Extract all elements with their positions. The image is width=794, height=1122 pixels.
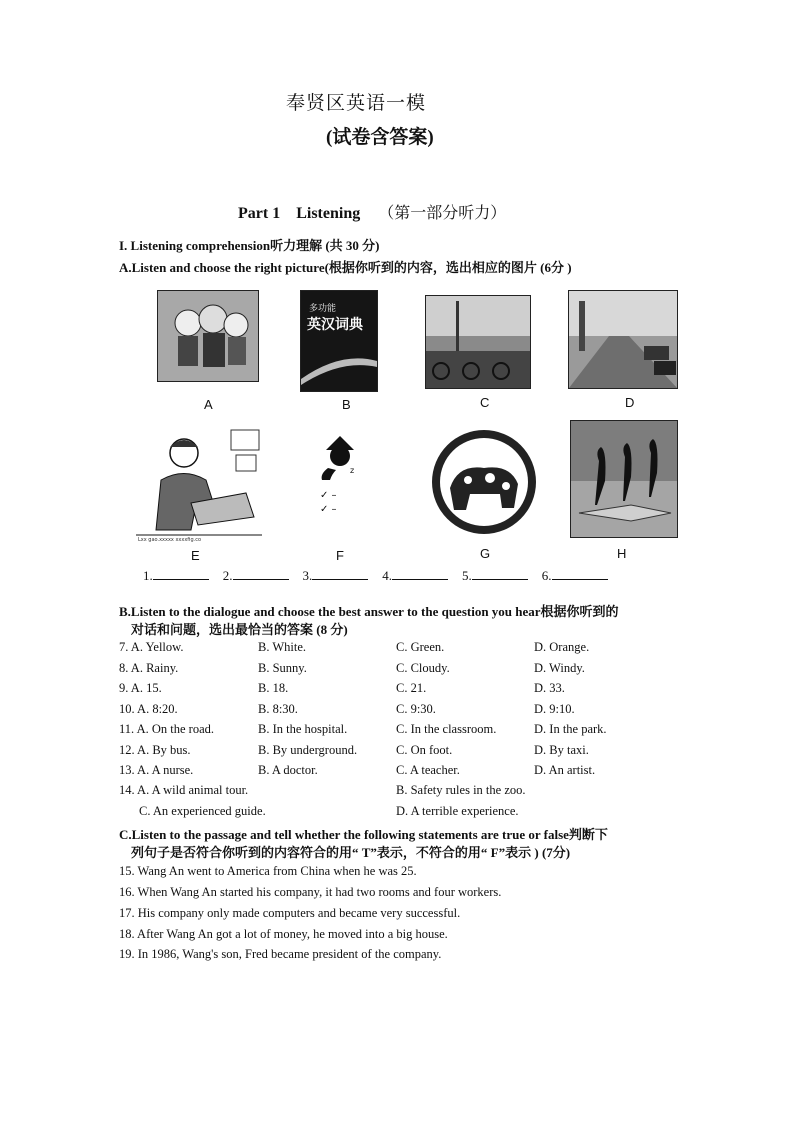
question-11-option-c[interactable]: C. In the classroom. <box>396 722 497 736</box>
picture-label-b: B <box>342 397 351 412</box>
question-13-option-c[interactable]: C. A teacher. <box>396 763 460 777</box>
question-12-option-c[interactable]: C. On foot. <box>396 742 453 757</box>
question-9-option-c[interactable]: C. 21. <box>396 681 427 695</box>
question-8-option-c[interactable]: C. Cloudy. <box>396 660 450 675</box>
question-10-option-b[interactable]: B. 8:30. <box>258 701 298 716</box>
q14-option-c[interactable]: C. An experienced guide. <box>139 804 266 818</box>
blank-6[interactable]: 6. <box>542 568 608 584</box>
section-c-heading-2: 列句子是否符合你听到的内容符合的用“ T”表示，不符合的用“ F”表示 ) (7分) <box>131 845 571 860</box>
question-7-option-b[interactable]: B. White. <box>258 640 307 654</box>
question-10-option-a[interactable]: 10. A. 8:20. <box>119 701 178 716</box>
svg-text:✓ –: ✓ – <box>320 504 337 515</box>
question-13-option-a[interactable]: 13. A. A nurse. <box>119 763 194 777</box>
picture-a <box>157 290 259 382</box>
book-text-2: 英汉词典 <box>307 317 363 333</box>
svg-text:✓ –: ✓ – <box>320 490 337 501</box>
picture-label-a: A <box>204 397 213 412</box>
picture-label-d: D <box>625 395 635 410</box>
question-7-option-a[interactable]: 7. A. Yellow. <box>119 640 184 654</box>
part-name: Listening <box>296 205 361 222</box>
section-i-heading: I. Listening comprehension听力理解 (共 30 分) <box>119 238 380 253</box>
q14-option-b[interactable]: B. Safety rules in the zoo. <box>396 783 526 797</box>
question-12-option-a[interactable]: 12. A. By bus. <box>119 742 191 757</box>
picture-f <box>310 428 370 520</box>
section-b-heading: B.Listen to the dialogue and choose the best answer to the question you hear根据你听到的 <box>119 604 619 619</box>
section-c-heading: C.Listen to the passage and tell whether the following statements are true or false判断下 <box>119 827 608 842</box>
man-laptop-icon <box>136 425 262 543</box>
question-9-option-d[interactable]: D. 33. <box>534 681 565 695</box>
picture-e-caption: Lxx gao.xxxxx xxxxfig.co <box>138 537 202 543</box>
statement-16: 16. When Wang An started his company, it had two rooms and four workers. <box>119 885 502 899</box>
picture-label-f: F <box>336 548 344 563</box>
question-9-option-a[interactable]: 9. A. 15. <box>119 681 162 695</box>
question-7-option-c[interactable]: C. Green. <box>396 640 445 654</box>
picture-g <box>428 428 540 540</box>
part-heading <box>238 200 506 223</box>
question-13-option-d[interactable]: D. An artist. <box>534 763 596 777</box>
bike-parking-icon <box>426 296 530 388</box>
cartoon-kids-icon <box>158 291 258 381</box>
question-8-option-b[interactable]: B. Sunny. <box>258 660 307 675</box>
picture-c <box>425 295 531 389</box>
q14-option-a[interactable]: 14. A. A wild animal tour. <box>119 783 249 797</box>
part-cn: （第一部分听力） <box>378 205 507 222</box>
picture-label-h: H <box>617 546 627 561</box>
blank-5[interactable]: 5. <box>462 568 528 584</box>
blank-1[interactable]: 1. <box>143 568 209 584</box>
blank-2[interactable]: 2. <box>223 568 289 584</box>
picture-h <box>570 420 678 538</box>
q14-option-d[interactable]: D. A terrible experience. <box>396 804 519 818</box>
question-11-option-d[interactable]: D. In the park. <box>534 722 607 736</box>
street-cars-icon <box>569 291 677 388</box>
picture-label-c: C <box>480 395 490 410</box>
dictionary-book-icon <box>301 291 377 391</box>
book-text-1: 多功能 <box>309 304 337 314</box>
cormorant-birds-icon <box>571 421 677 537</box>
picture-e <box>136 425 262 543</box>
question-8-option-d[interactable]: D. Windy. <box>534 660 585 675</box>
statement-17: 17. His company only made computers and became very successful. <box>119 906 461 920</box>
statement-19: 19. In 1986, Wang's son, Fred became president of the company. <box>119 947 442 961</box>
exam-subtitle: (试卷含答案) <box>326 127 434 148</box>
section-a-heading: A.Listen and choose the right picture(根据你听到的内容，选出相应的图片 (6分 ) <box>119 260 572 275</box>
blank-4[interactable]: 4. <box>382 568 448 584</box>
detective-pipe-icon <box>310 428 370 520</box>
part-label: Part 1 <box>238 205 281 222</box>
picture-d <box>568 290 678 389</box>
question-13-option-b[interactable]: B. A doctor. <box>258 763 318 777</box>
picture-f-caption: z <box>350 466 355 475</box>
question-12-option-d[interactable]: D. By taxi. <box>534 742 589 757</box>
blank-3[interactable]: 3. <box>303 568 369 584</box>
statement-18: 18. After Wang An got a lot of money, he moved into a big house. <box>119 927 448 941</box>
question-8-option-a[interactable]: 8. A. Rainy. <box>119 660 179 675</box>
question-7-option-d[interactable]: D. Orange. <box>534 640 590 654</box>
picture-label-e: E <box>191 548 200 563</box>
section-b-heading-2: 对话和问题，选出最恰当的答案 (8 分) <box>131 622 348 637</box>
answer-blanks <box>143 568 608 584</box>
question-11-option-b[interactable]: B. In the hospital. <box>258 722 348 736</box>
question-10-option-c[interactable]: C. 9:30. <box>396 701 436 716</box>
picture-b <box>300 290 378 392</box>
question-10-option-d[interactable]: D. 9:10. <box>534 701 575 716</box>
exam-title: 奉贤区英语一模 <box>286 93 427 114</box>
statement-15: 15. Wang An went to America from China when he was 25. <box>119 864 417 878</box>
question-11-option-a[interactable]: 11. A. On the road. <box>119 722 215 736</box>
papercut-ox-icon <box>428 428 540 540</box>
picture-label-g: G <box>480 546 491 561</box>
question-9-option-b[interactable]: B. 18. <box>258 681 289 695</box>
question-12-option-b[interactable]: B. By underground. <box>258 742 358 757</box>
